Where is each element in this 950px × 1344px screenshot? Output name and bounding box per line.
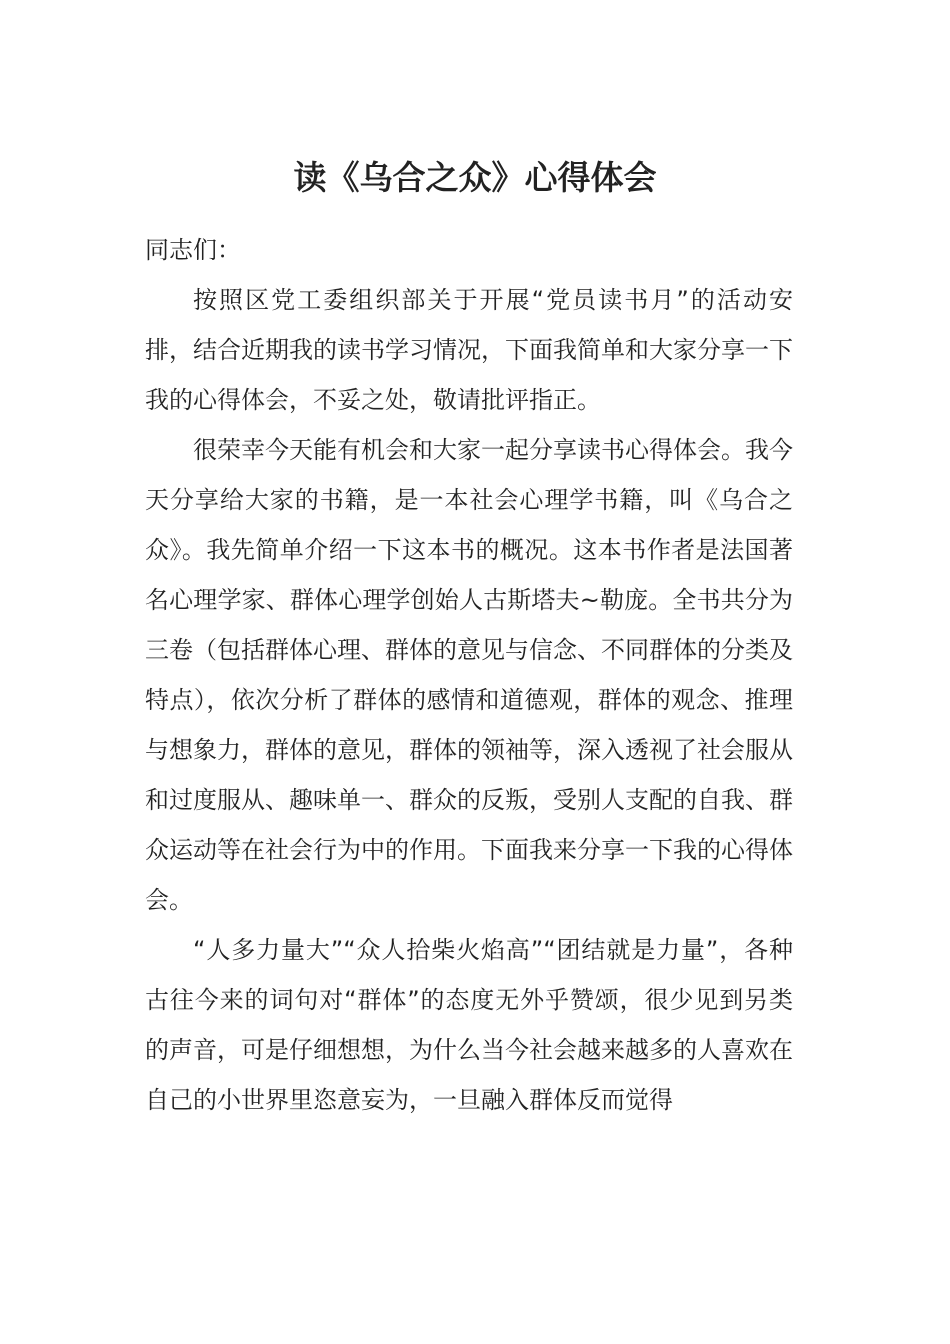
paragraph-intro: 按照区党工委组织部关于开展“党员读书月”的活动安排，结合近期我的读书学习情况，下面我简单和大家分享一下我的心得体会，不妥之处，敬请批评指正。 — [145, 286, 793, 414]
document-title: 读《乌合之众》心得体会 — [293, 158, 657, 197]
salutation: 同志们： — [145, 236, 241, 264]
paragraph-reflection: “人多力量大”“众人拾柴火焰高”“团结就是力量”，各种古往今来的词句对“群体”的态度无外乎赞颂，很少见到另类的声音，可是仔细想想，为什么当今社会越来越多的人喜欢在自己的小世界里恣意妄为，一旦融入群体反而觉得 — [145, 936, 793, 1114]
paragraph-book-overview: 很荣幸今天能有机会和大家一起分享读书心得体会。我今天分享给大家的书籍，是一本社会心理学书籍，叫《乌合之众》。我先简单介绍一下这本书的概况。这本书作者是法国著名心理学家、群体心理学创始人古斯塔夫~勒庞。全书共分为三卷（包括群体心理、群体的意见与信念、不同群体的分类及特点），依次分析了群体的感情和道德观，群体的观念、推理与想象力，群体的意见，群体的领袖等，深入透视了社会服从和过度服从、趣味单一、群众的反叛，受别人支配的自我、群众运动等在社会行为中的作用。下面我来分享一下我的心得体会。 — [145, 436, 793, 914]
document-body — [145, 225, 793, 1125]
